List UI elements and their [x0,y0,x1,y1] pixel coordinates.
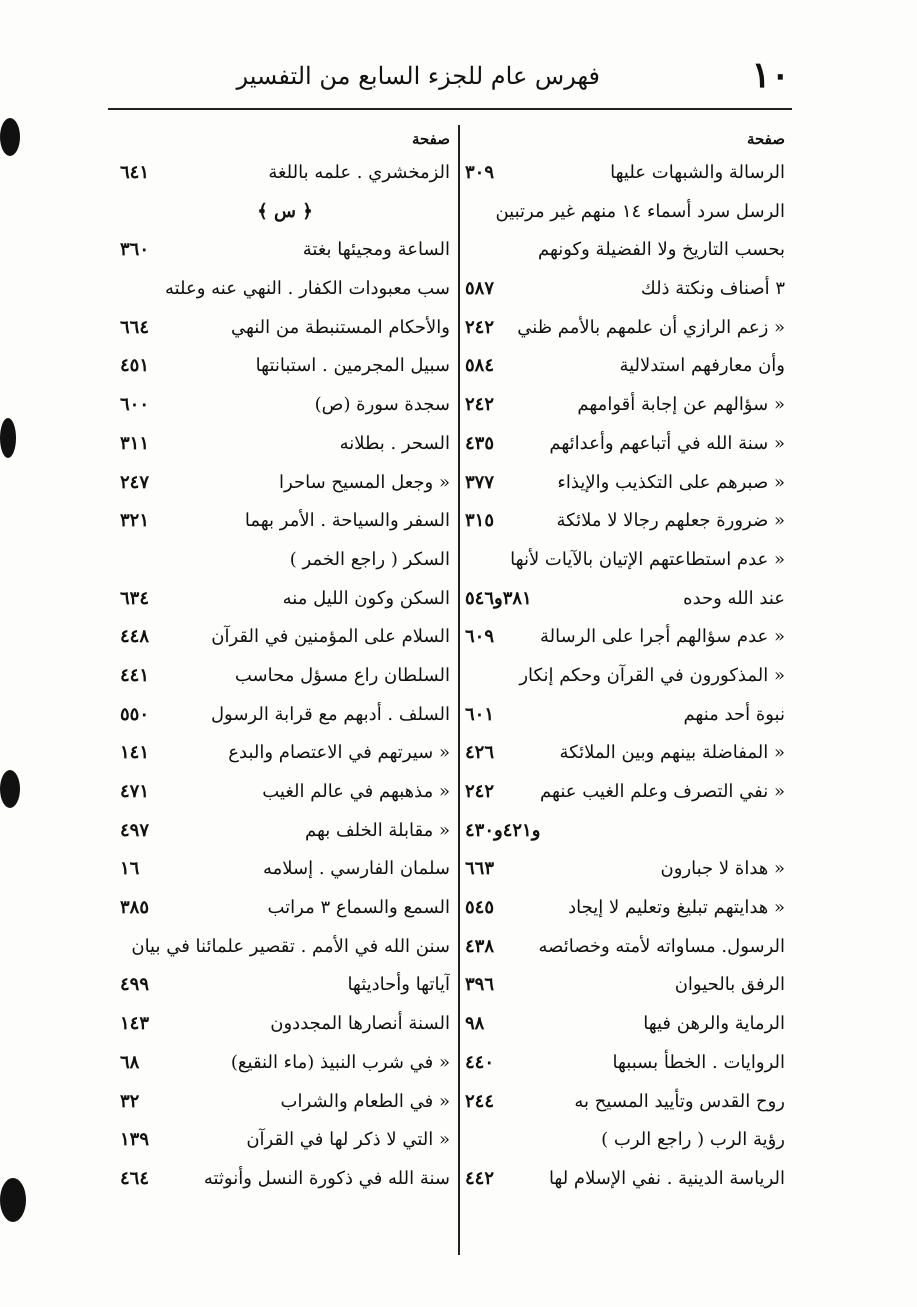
entry-page-number: ١٣٩ [120,1129,150,1151]
index-entry [120,1083,450,1122]
index-entry [465,1005,785,1044]
entry-text: الروايات . الخطأ بسببها [612,1051,785,1073]
index-entry [465,347,785,386]
entry-page-number: ١٤٣ [120,1013,150,1035]
entry-page-number: ٤٩٧ [120,819,150,841]
entry-text: « وجعل المسيح ساحرا [279,471,450,493]
entry-page-number: ٣٢١ [120,510,150,532]
entry-text: السلطان راع مسؤل محاسب [234,664,450,686]
index-entry [120,889,450,928]
entry-text: « التي لا ذكر لها في القرآن [246,1129,450,1151]
entry-text: عند الله وحده [683,587,785,609]
entry-text: الساعة ومجيئها بغتة [302,239,450,261]
entry-text: « سنة الله في أتباعهم وأعدائهم [549,432,785,454]
entry-text: « سؤالهم عن إجابة أقوامهم [577,394,785,416]
index-entry [465,812,785,851]
ink-blot [0,1178,26,1222]
entry-page-number: ٣١١ [120,432,150,454]
index-entry [465,966,785,1005]
entry-page-number: ٥٤٥ [465,897,495,919]
entry-page-number: ٤٩٩ [120,974,150,996]
entry-page-number: ٤٤٠ [465,1051,495,1073]
left-index-column [120,124,450,1199]
entry-text: « المفاضلة بينهم وبين الملائكة [559,742,785,764]
index-entry [120,657,450,696]
index-entry [120,309,450,348]
entry-page-number: ٤٤٢ [465,1167,495,1189]
entry-text: سنن الله في الأمم . تقصير علمائنا في بيان [131,935,450,957]
index-entry [465,1044,785,1083]
index-entry [120,812,450,851]
index-entry [465,1083,785,1122]
entry-page-number: ٦٠١ [465,703,495,725]
index-entry [120,541,450,580]
entry-text: بحسب التاريخ ولا الفضيلة وكونهم [537,239,785,261]
entry-text: الرماية والرهن فيها [643,1013,785,1035]
index-entry [465,734,785,773]
entry-page-number: ٥٨٧ [465,278,495,300]
index-entry [120,618,450,657]
entry-page-number: ٣٧٧ [465,471,495,493]
index-entry [465,309,785,348]
index-entry [465,1121,785,1160]
index-entry [465,1160,785,1199]
index-entry [120,386,450,425]
entry-page-number: ٤٢٦ [465,742,495,764]
entry-text: ٣ أصناف ونكتة ذلك [640,278,785,300]
index-entry [120,464,450,503]
right-index-column [465,124,785,1199]
entry-text: سجدة سورة (ص) [314,394,450,416]
entry-text: السنة أنصارها المجددون [270,1013,450,1035]
entry-page-number: ٣٢ [120,1090,140,1112]
entry-page-number: ٢٤٧ [120,471,150,493]
header-rule [108,108,792,110]
entry-page-number: ٤٤٨ [120,626,150,648]
entry-text: سبيل المجرمين . استبانتها [255,355,450,377]
index-entry [465,270,785,309]
entry-text: « صبرهم على التكذيب والإيذاء [557,471,785,493]
running-title: فهرس عام للجزء السابع من التفسير [236,62,600,90]
entry-page-number: و٤٢١و٤٣٠ [465,819,541,841]
index-entry [120,1044,450,1083]
index-entry [120,966,450,1005]
entry-page-number: ٤٣٨ [465,935,495,957]
entry-page-number: ٢٤٢ [465,316,495,338]
entry-text: سب معبودات الكفار . النهي عنه وعلته [164,278,450,300]
entry-page-number: ٤٤١ [120,664,150,686]
entry-text: السكر ( راجع الخمر ) [289,548,450,570]
index-entry [465,193,785,232]
index-entry [120,734,450,773]
ink-blot [0,770,20,808]
index-entry [120,154,450,193]
column-heading: صفحة [746,130,785,148]
entry-page-number: ١٦ [120,858,140,880]
entry-text: الرسالة والشبهات عليها [610,162,785,183]
entry-page-number: ٦٣٤ [120,587,150,609]
entry-page-number: ٦٤١ [120,162,150,183]
entry-text: « في الطعام والشراب [280,1090,450,1112]
entry-text: « سيرتهم في الاعتصام والبدع [228,742,450,764]
entry-text: السلام على المؤمنين في القرآن [211,626,450,648]
index-entry [465,696,785,735]
entry-text: « ضرورة جعلهم رجالا لا ملائكة [556,510,785,532]
entry-page-number: ٩٨ [465,1013,485,1035]
entry-text: روح القدس وتأييد المسيح به [574,1090,785,1112]
index-entry [465,773,785,812]
entry-page-number: ٦٠٩ [465,626,495,648]
entry-text: « المذكورون في القرآن وحكم إنكار [519,664,785,686]
entry-text: « مذهبهم في عالم الغيب [262,781,450,802]
index-entry [465,580,785,619]
column-heading: صفحة [411,130,450,148]
index-entry [120,270,450,309]
entry-text: الزمخشري . علمه باللغة [268,162,450,183]
entry-page-number: ٥٥٠ [120,703,150,725]
entry-page-number: ٣١٥ [465,510,495,532]
ink-blot [0,418,16,458]
entry-text: والأحكام المستنبطة من النهي [230,316,450,338]
index-entry [120,425,450,464]
entry-text: « هدايتهم تبليغ وتعليم لا إيجاد [568,897,785,919]
page-number: ١٠ [751,54,790,96]
entry-page-number: ٣٨١و٥٤٦ [465,587,532,609]
entry-page-number: ٤٧١ [120,781,150,802]
entry-text: « زعم الرازي أن علمهم بالأمم ظني [517,316,785,338]
index-entry [465,231,785,270]
entry-text: وأن معارفهم استدلالية [619,355,785,377]
entry-text: السلف . أدبهم مع قرابة الرسول [210,703,450,725]
index-entry [465,618,785,657]
entry-page-number: ١٤١ [120,742,150,764]
entry-page-number: ٣٩٦ [465,974,495,996]
entry-text: الرسل سرد أسماء ١٤ منهم غير مرتبين [495,200,785,222]
index-entry [465,502,785,541]
entry-page-number: ٤٥١ [120,355,150,377]
page-header [110,52,790,102]
entry-text: آياتها وأحاديثها [347,974,450,996]
entry-page-number: ٦٠٠ [120,394,150,416]
entry-text: السفر والسياحة . الأمر بهما [244,510,450,532]
entry-text: السمع والسماع ٣ مراتب [267,897,450,919]
ink-blot [0,118,20,156]
index-entry [120,193,450,232]
entry-text: ﴿ س ﴾ [257,200,313,222]
column-divider [458,125,460,1255]
index-entry [465,657,785,696]
entry-page-number: ٦٦٣ [465,858,495,880]
entry-page-number: ٣٨٥ [120,897,150,919]
index-entry [120,773,450,812]
index-entry [120,1121,450,1160]
index-entry [120,850,450,889]
index-entry [465,889,785,928]
entry-text: سلمان الفارسي . إسلامه [262,858,450,880]
entry-page-number: ٣٦٠ [120,239,150,261]
entry-page-number: ٦٨ [120,1051,140,1073]
entry-page-number: ٤٦٤ [120,1167,150,1189]
entry-page-number: ٢٤٤ [465,1090,495,1112]
entry-text: نبوة أحد منهم [683,703,785,725]
entry-text: « هداة لا جبارون [660,858,785,880]
entry-text: الرسول. مساواته لأمته وخصائصه [538,935,785,957]
entry-text: السحر . بطلانه [339,432,450,454]
entry-page-number: ٢٤٢ [465,781,495,802]
index-entry [120,1160,450,1199]
entry-page-number: ٦٦٤ [120,316,150,338]
entry-page-number: ٣٠٩ [465,162,495,183]
entry-text: « مقابلة الخلف بهم [304,819,450,841]
entry-text: رؤية الرب ( راجع الرب ) [601,1129,785,1151]
index-entry [120,231,450,270]
index-entry [120,347,450,386]
entry-text: السكن وكون الليل منه [282,587,450,609]
entry-page-number: ٢٤٢ [465,394,495,416]
index-entry [465,850,785,889]
index-entry [465,464,785,503]
index-entry [465,386,785,425]
entry-page-number: ٤٣٥ [465,432,495,454]
index-entry [120,928,450,967]
index-entry [120,580,450,619]
index-entry [120,696,450,735]
index-entry [465,425,785,464]
index-entry [465,928,785,967]
index-entry [465,154,785,193]
index-entry [465,541,785,580]
entry-text: « عدم استطاعتهم الإتيان بالآيات لأنها [510,548,785,570]
entry-text: الرفق بالحيوان [674,974,785,996]
entry-text: « عدم سؤالهم أجرا على الرسالة [540,626,785,648]
index-entry [120,502,450,541]
entry-page-number: ٥٨٤ [465,355,495,377]
entry-text: « في شرب النبيذ (ماء النقيع) [230,1051,450,1073]
entry-text: سنة الله في ذكورة النسل وأنوثته [203,1167,450,1189]
index-entry [120,1005,450,1044]
entry-text: « نفي التصرف وعلم الغيب عنهم [540,781,785,802]
entry-text: الرياسة الدينية . نفي الإسلام لها [548,1167,785,1189]
